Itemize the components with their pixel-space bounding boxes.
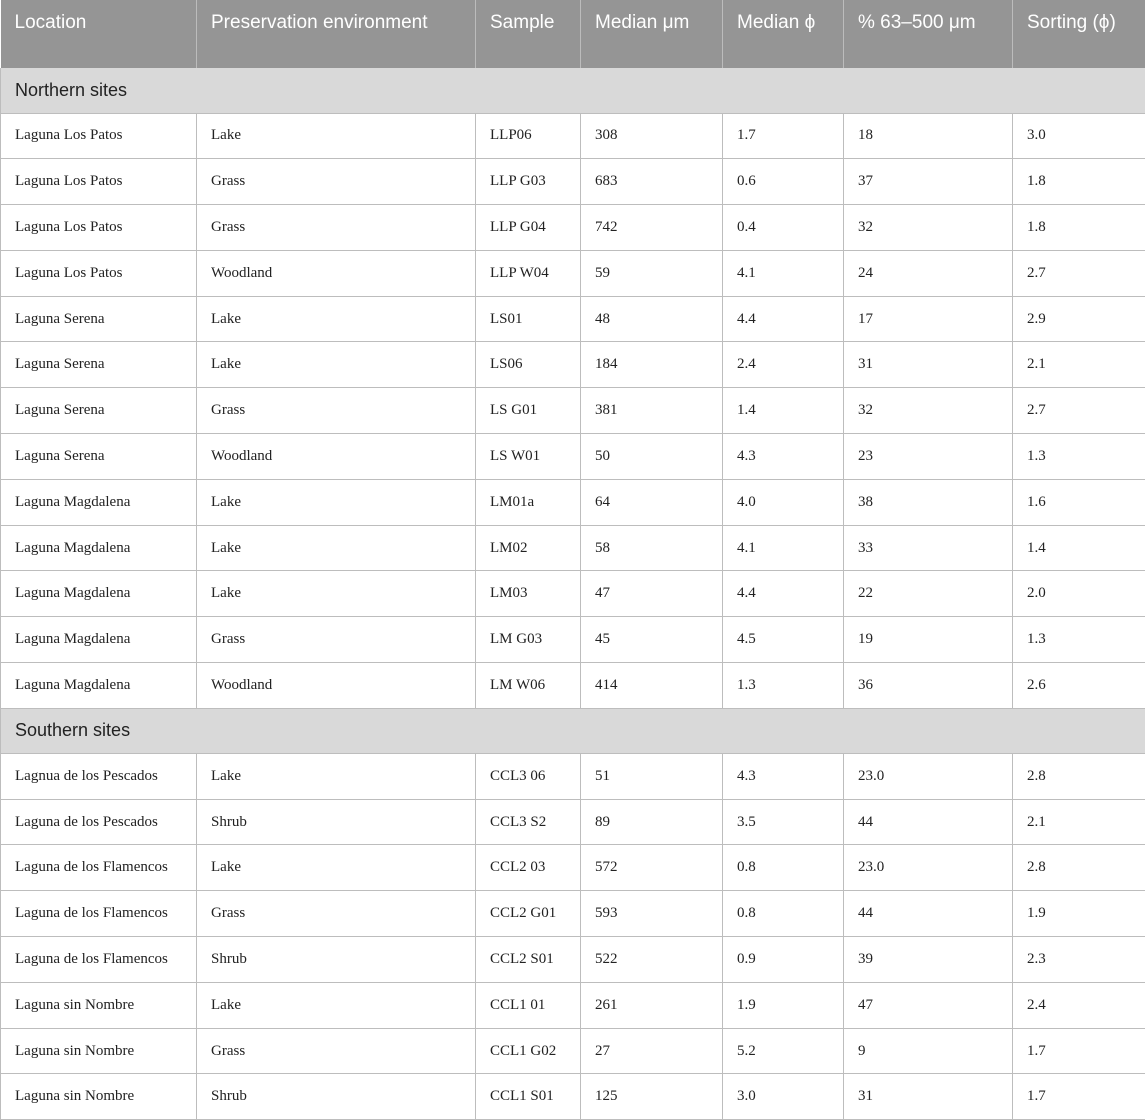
cell-percent-63-500-um: 19	[844, 617, 1013, 663]
cell-percent-63-500-um: 32	[844, 388, 1013, 434]
cell-median-um: 414	[581, 663, 723, 709]
cell-median-phi: 4.0	[723, 479, 844, 525]
cell-sample: CCL2 03	[476, 845, 581, 891]
cell-location: Laguna Los Patos	[1, 250, 197, 296]
cell-median-phi: 2.4	[723, 342, 844, 388]
table-row	[1, 159, 1145, 205]
cell-median-phi: 3.5	[723, 799, 844, 845]
cell-median-phi: 0.6	[723, 159, 844, 205]
cell-percent-63-500-um: 23	[844, 434, 1013, 480]
cell-sorting-phi: 1.3	[1013, 617, 1145, 663]
cell-preservation-environment: Shrub	[197, 937, 476, 983]
cell-median-phi: 0.8	[723, 845, 844, 891]
cell-median-phi: 1.9	[723, 982, 844, 1028]
cell-preservation-environment: Lake	[197, 113, 476, 159]
cell-preservation-environment: Lake	[197, 982, 476, 1028]
cell-sorting-phi: 1.7	[1013, 1074, 1145, 1120]
cell-preservation-environment: Shrub	[197, 799, 476, 845]
cell-location: Laguna sin Nombre	[1, 1074, 197, 1120]
column-header-location: Location	[1, 0, 197, 68]
cell-percent-63-500-um: 18	[844, 113, 1013, 159]
cell-preservation-environment: Lake	[197, 525, 476, 571]
column-header-median-um: Median μm	[581, 0, 723, 68]
table-row	[1, 434, 1145, 480]
cell-median-um: 683	[581, 159, 723, 205]
cell-preservation-environment: Lake	[197, 342, 476, 388]
cell-sample: LLP06	[476, 113, 581, 159]
table-row	[1, 753, 1145, 799]
cell-median-um: 522	[581, 937, 723, 983]
cell-sorting-phi: 2.4	[1013, 982, 1145, 1028]
cell-sorting-phi: 1.3	[1013, 434, 1145, 480]
cell-percent-63-500-um: 39	[844, 937, 1013, 983]
cell-location: Lagnua de los Pescados	[1, 753, 197, 799]
cell-preservation-environment: Grass	[197, 388, 476, 434]
cell-preservation-environment: Woodland	[197, 663, 476, 709]
cell-sorting-phi: 1.8	[1013, 159, 1145, 205]
table-row	[1, 799, 1145, 845]
cell-sorting-phi: 2.3	[1013, 937, 1145, 983]
cell-sample: LS06	[476, 342, 581, 388]
cell-median-um: 59	[581, 250, 723, 296]
cell-preservation-environment: Lake	[197, 753, 476, 799]
cell-median-um: 742	[581, 205, 723, 251]
cell-sample: LS01	[476, 296, 581, 342]
cell-preservation-environment: Grass	[197, 205, 476, 251]
cell-median-um: 125	[581, 1074, 723, 1120]
cell-sample: CCL3 06	[476, 753, 581, 799]
cell-sorting-phi: 1.9	[1013, 891, 1145, 937]
cell-sorting-phi: 1.7	[1013, 1028, 1145, 1074]
cell-sample: LS W01	[476, 434, 581, 480]
cell-location: Laguna de los Pescados	[1, 799, 197, 845]
cell-sorting-phi: 2.8	[1013, 845, 1145, 891]
cell-median-phi: 1.4	[723, 388, 844, 434]
cell-median-um: 89	[581, 799, 723, 845]
cell-sample: LLP W04	[476, 250, 581, 296]
cell-preservation-environment: Grass	[197, 1028, 476, 1074]
cell-sorting-phi: 2.7	[1013, 388, 1145, 434]
table-row	[1, 617, 1145, 663]
cell-median-phi: 3.0	[723, 1074, 844, 1120]
cell-location: Laguna sin Nombre	[1, 982, 197, 1028]
cell-preservation-environment: Lake	[197, 296, 476, 342]
cell-location: Laguna Magdalena	[1, 571, 197, 617]
table-row	[1, 342, 1145, 388]
cell-sorting-phi: 2.1	[1013, 342, 1145, 388]
cell-median-um: 51	[581, 753, 723, 799]
cell-preservation-environment: Grass	[197, 617, 476, 663]
cell-median-phi: 4.4	[723, 296, 844, 342]
cell-median-um: 45	[581, 617, 723, 663]
cell-location: Laguna Serena	[1, 296, 197, 342]
cell-median-um: 308	[581, 113, 723, 159]
cell-sorting-phi: 1.4	[1013, 525, 1145, 571]
cell-sample: LLP G04	[476, 205, 581, 251]
cell-sorting-phi: 2.9	[1013, 296, 1145, 342]
cell-percent-63-500-um: 22	[844, 571, 1013, 617]
section-title: Northern sites	[1, 68, 1145, 113]
table-row	[1, 296, 1145, 342]
cell-median-phi: 4.1	[723, 250, 844, 296]
cell-median-phi: 4.4	[723, 571, 844, 617]
cell-percent-63-500-um: 24	[844, 250, 1013, 296]
cell-percent-63-500-um: 37	[844, 159, 1013, 205]
cell-preservation-environment: Woodland	[197, 434, 476, 480]
table-row	[1, 479, 1145, 525]
table-row	[1, 663, 1145, 709]
cell-sample: CCL2 G01	[476, 891, 581, 937]
cell-median-phi: 0.9	[723, 937, 844, 983]
column-header-sorting-phi: Sorting (ϕ)	[1013, 0, 1145, 68]
table-row	[1, 845, 1145, 891]
cell-location: Laguna Los Patos	[1, 205, 197, 251]
cell-preservation-environment: Lake	[197, 845, 476, 891]
table-row	[1, 388, 1145, 434]
cell-location: Laguna Los Patos	[1, 113, 197, 159]
cell-percent-63-500-um: 33	[844, 525, 1013, 571]
section-title: Southern sites	[1, 708, 1145, 753]
cell-median-um: 48	[581, 296, 723, 342]
cell-location: Laguna Serena	[1, 388, 197, 434]
table-row	[1, 891, 1145, 937]
cell-median-um: 64	[581, 479, 723, 525]
cell-percent-63-500-um: 44	[844, 891, 1013, 937]
cell-preservation-environment: Shrub	[197, 1074, 476, 1120]
cell-percent-63-500-um: 32	[844, 205, 1013, 251]
cell-percent-63-500-um: 31	[844, 342, 1013, 388]
cell-sample: LM02	[476, 525, 581, 571]
cell-sorting-phi: 2.0	[1013, 571, 1145, 617]
cell-sample: LM G03	[476, 617, 581, 663]
cell-median-phi: 0.4	[723, 205, 844, 251]
cell-median-phi: 4.3	[723, 434, 844, 480]
column-header-percent-63-500-um: % 63–500 μm	[844, 0, 1013, 68]
cell-median-phi: 4.5	[723, 617, 844, 663]
cell-preservation-environment: Grass	[197, 891, 476, 937]
cell-median-um: 184	[581, 342, 723, 388]
cell-sample: CCL3 S2	[476, 799, 581, 845]
cell-median-um: 27	[581, 1028, 723, 1074]
table-row	[1, 113, 1145, 159]
cell-sample: CCL1 01	[476, 982, 581, 1028]
column-header-sample: Sample	[476, 0, 581, 68]
cell-median-um: 381	[581, 388, 723, 434]
cell-median-phi: 0.8	[723, 891, 844, 937]
cell-median-phi: 1.3	[723, 663, 844, 709]
cell-location: Laguna de los Flamencos	[1, 937, 197, 983]
cell-sample: LLP G03	[476, 159, 581, 205]
cell-location: Laguna Magdalena	[1, 663, 197, 709]
cell-median-phi: 5.2	[723, 1028, 844, 1074]
cell-location: Laguna Magdalena	[1, 525, 197, 571]
cell-percent-63-500-um: 31	[844, 1074, 1013, 1120]
cell-median-um: 261	[581, 982, 723, 1028]
cell-median-um: 593	[581, 891, 723, 937]
table-row	[1, 982, 1145, 1028]
cell-percent-63-500-um: 9	[844, 1028, 1013, 1074]
cell-percent-63-500-um: 17	[844, 296, 1013, 342]
cell-median-phi: 4.3	[723, 753, 844, 799]
cell-sample: LS G01	[476, 388, 581, 434]
cell-sorting-phi: 3.0	[1013, 113, 1145, 159]
cell-sorting-phi: 2.7	[1013, 250, 1145, 296]
cell-location: Laguna Magdalena	[1, 617, 197, 663]
cell-sample: LM01a	[476, 479, 581, 525]
section-row	[1, 708, 1145, 753]
cell-sorting-phi: 1.8	[1013, 205, 1145, 251]
cell-sample: LM W06	[476, 663, 581, 709]
cell-location: Laguna de los Flamencos	[1, 845, 197, 891]
cell-percent-63-500-um: 47	[844, 982, 1013, 1028]
table-row	[1, 205, 1145, 251]
table-row	[1, 571, 1145, 617]
cell-sorting-phi: 2.8	[1013, 753, 1145, 799]
cell-percent-63-500-um: 44	[844, 799, 1013, 845]
cell-location: Laguna Serena	[1, 434, 197, 480]
cell-preservation-environment: Woodland	[197, 250, 476, 296]
column-header-preservation-environment: Preservation environment	[197, 0, 476, 68]
cell-percent-63-500-um: 23.0	[844, 845, 1013, 891]
cell-preservation-environment: Lake	[197, 479, 476, 525]
cell-median-um: 572	[581, 845, 723, 891]
cell-location: Laguna sin Nombre	[1, 1028, 197, 1074]
table-row	[1, 250, 1145, 296]
cell-sample: LM03	[476, 571, 581, 617]
cell-sorting-phi: 2.1	[1013, 799, 1145, 845]
cell-percent-63-500-um: 36	[844, 663, 1013, 709]
cell-percent-63-500-um: 38	[844, 479, 1013, 525]
cell-percent-63-500-um: 23.0	[844, 753, 1013, 799]
table-row	[1, 937, 1145, 983]
cell-sorting-phi: 2.6	[1013, 663, 1145, 709]
cell-median-um: 50	[581, 434, 723, 480]
cell-location: Laguna Los Patos	[1, 159, 197, 205]
cell-preservation-environment: Lake	[197, 571, 476, 617]
cell-sample: CCL1 S01	[476, 1074, 581, 1120]
cell-location: Laguna Magdalena	[1, 479, 197, 525]
cell-sample: CCL1 G02	[476, 1028, 581, 1074]
cell-location: Laguna Serena	[1, 342, 197, 388]
table-body	[1, 68, 1145, 1120]
cell-preservation-environment: Grass	[197, 159, 476, 205]
table-row	[1, 1074, 1145, 1120]
cell-sorting-phi: 1.6	[1013, 479, 1145, 525]
cell-location: Laguna de los Flamencos	[1, 891, 197, 937]
table-row	[1, 525, 1145, 571]
cell-median-um: 47	[581, 571, 723, 617]
table-row	[1, 1028, 1145, 1074]
cell-sample: CCL2 S01	[476, 937, 581, 983]
cell-median-phi: 1.7	[723, 113, 844, 159]
column-header-median-phi: Median ϕ	[723, 0, 844, 68]
table-header	[1, 0, 1145, 68]
cell-median-phi: 4.1	[723, 525, 844, 571]
cell-median-um: 58	[581, 525, 723, 571]
header-row	[1, 0, 1145, 68]
section-row	[1, 68, 1145, 113]
